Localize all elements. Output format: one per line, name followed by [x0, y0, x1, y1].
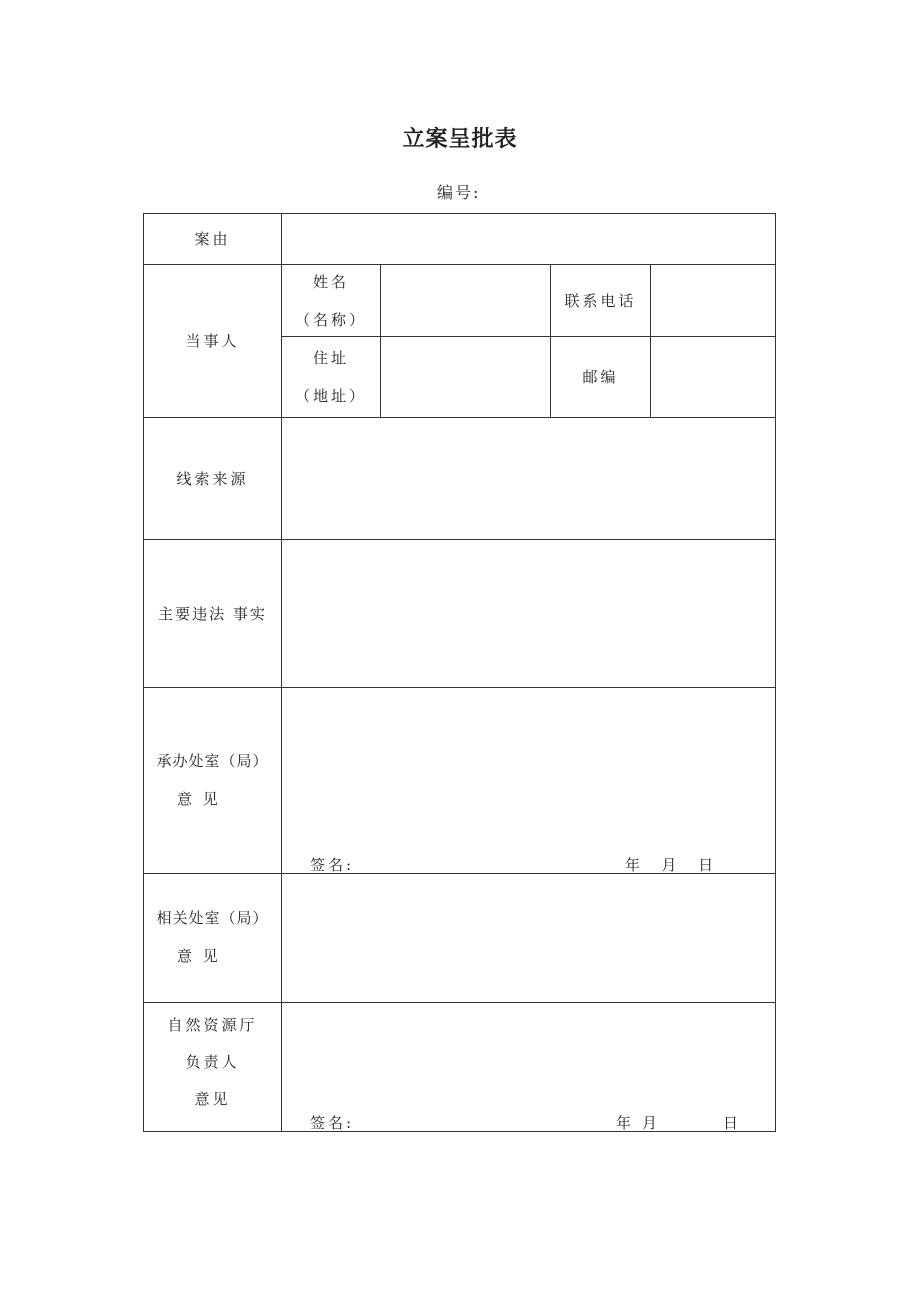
serial-number-label: 编号:: [437, 183, 481, 202]
handling-dept-label-line2: 意 见: [177, 790, 221, 808]
case-cause-label: 案由: [194, 230, 231, 248]
clue-source-label: 线索来源: [176, 469, 249, 488]
main-facts-label: 主要违法 事实: [158, 604, 267, 623]
approval-form-table: [143, 213, 776, 1132]
bureau-date-year: 年: [616, 1114, 635, 1132]
bureau-label-line3: 意见: [194, 1090, 231, 1108]
party-label-cell: [144, 265, 281, 417]
case-cause-label-cell: [144, 214, 281, 264]
name-label-line1: 姓名: [312, 272, 349, 291]
name-field[interactable]: [381, 265, 550, 336]
postcode-label-cell: [551, 337, 650, 417]
party-label: 当事人: [185, 332, 240, 350]
name-label-line2: （名称）: [294, 310, 367, 329]
address-label-line2: （地址）: [294, 387, 367, 405]
phone-label-cell: [551, 265, 650, 336]
phone-label: 联系电话: [564, 291, 637, 310]
handling-date: 年 月 日: [625, 856, 718, 874]
case-cause-field[interactable]: [282, 214, 775, 264]
postcode-field[interactable]: [651, 337, 775, 417]
bureau-sign-label: 签名:: [310, 1114, 355, 1132]
bureau-opinion-field[interactable]: [282, 1003, 775, 1113]
bureau-label-line1: 自然资源厅: [167, 1016, 258, 1034]
related-dept-label-cell: [144, 899, 281, 979]
name-label-cell: [282, 265, 380, 336]
related-dept-opinion-field[interactable]: [282, 874, 775, 1002]
address-field[interactable]: [381, 337, 550, 417]
bureau-label-cell: [144, 1007, 281, 1122]
address-label-line1: 住址: [312, 349, 349, 367]
handling-dept-label-line1: 承办处室（局）: [156, 752, 269, 770]
clue-source-label-cell: [144, 418, 281, 539]
bureau-date-day: 日: [723, 1114, 742, 1132]
clue-source-field[interactable]: [282, 418, 775, 539]
main-facts-field[interactable]: [282, 540, 775, 687]
handling-sign-label: 签名:: [310, 856, 355, 874]
handling-dept-label-cell: [144, 742, 281, 822]
related-dept-label-line2: 意 见: [177, 947, 221, 965]
bureau-date-month: 月: [642, 1114, 661, 1132]
phone-field[interactable]: [651, 265, 775, 336]
bureau-label-line2: 负责人: [185, 1053, 240, 1071]
handling-dept-opinion-field[interactable]: [282, 688, 775, 838]
form-title: 立案呈批表: [402, 127, 518, 152]
main-facts-label-cell: [144, 540, 281, 687]
related-dept-label-line1: 相关处室（局）: [156, 909, 269, 927]
postcode-label: 邮编: [582, 368, 619, 386]
address-label-cell: [282, 337, 380, 417]
